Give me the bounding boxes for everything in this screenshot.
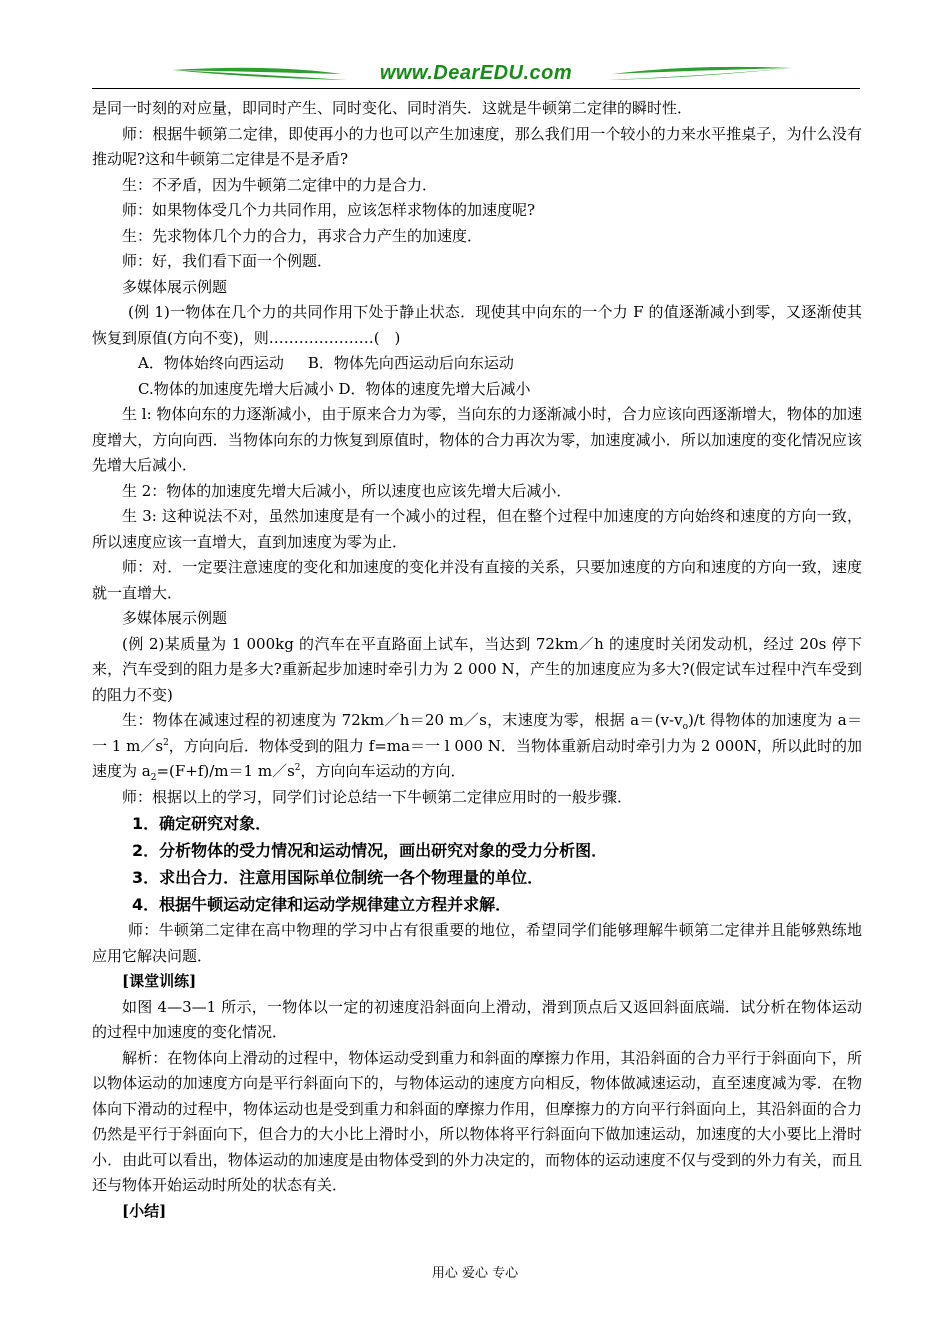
paragraph: 多媒体展示例题 <box>122 609 228 627</box>
option-a: A．物体始终向西运动 <box>138 354 284 372</box>
example-2: (例 2)某质量为 1 000kg 的汽车在平直路面上试车，当达到 72km／h 的速度时关闭发动机，经过 20s 停下来，汽车受到的阻力是多大?重新起步加速时牵引力为 2 000 N，产生的加速度应为多大?(假定试车过程中汽车受到的阻力不变) <box>92 634 862 704</box>
paragraph: 师：好，我们看下面一个例题． <box>122 252 333 270</box>
option-b: B．物体先向西运动后向东运动 <box>307 354 514 372</box>
site-logo[interactable]: www.DearEDU.com <box>379 62 573 84</box>
section-heading-practice: [课堂训练] <box>122 972 197 990</box>
example-1: (例 1)一物体在几个力的共同作用下处于静止状态．现使其中向东的一个力 F 的值逐渐减小到零，又逐渐使其恢复到原值(方向不变)，则…………………( ) <box>92 303 862 347</box>
paragraph: 如图 4—3—1 所示，一物体以一定的初速度沿斜面向上滑动，滑到顶点后又返回斜面底端．试分析在物体运动的过程中加速度的变化情况． <box>92 997 862 1041</box>
paragraph: 师：如果物体受几个力共同作用，应该怎样求物体的加速度呢? <box>122 201 536 219</box>
step-1: 1．确定研究对象． <box>132 814 272 833</box>
header-banner <box>92 58 860 92</box>
paragraph: 生 3: 这种说法不对，虽然加速度是有一个减小的过程，但在整个过程中加速度的方向始终和速度的方向一致，所以速度应该一直增大，直到加速度为零为止． <box>92 507 862 551</box>
option-d: D．物体的速度先增大后减小 <box>338 379 531 398</box>
paragraph: 生 l: 物体向东的力逐渐减小，由于原来合力为零，当向东的力逐渐减小时，合力应该向西逐渐增大，物体的加速度增大，方向向西．当物体向东的力恢复到原值时，物体的合力再次为零，加速度减小．所以加速度的变化情况应该先增大后减小． <box>92 405 862 474</box>
paragraph: 生：先求物体几个力的合力，再求合力产生的加速度． <box>122 226 483 245</box>
options-ab <box>92 351 862 377</box>
paragraph: 生 2：物体的加速度先增大后减小，所以速度也应该先增大后减小． <box>122 481 572 500</box>
paragraph: 解析：在物体向上滑动的过程中，物体运动受到重力和斜面的摩擦力作用，其沿斜面的合力平行于斜面向下，所以物体运动的加速度方向是平行斜面向下的，与物体运动的速度方向相反，物体做减速运动，直至速度减为零．在物体向下滑动的过程中，物体运动也是受到重力和斜面的摩擦力作用，但摩擦力的方向平行斜面向上，其沿斜面的合力仍然是平行于斜面向下，但合力的大小比上滑时小，所以物体将平行斜面向下做加速运动，加速度的大小要比上滑时小．由此可以看出，物体运动的加速度是由物体受到的外力决定的，而物体的运动速度不仅与受到的外力有关，而且还与物体开始运动时所处的状态有关． <box>92 1048 862 1194</box>
document-body <box>92 96 862 1224</box>
section-heading-summary: [小结] <box>122 1201 167 1220</box>
paragraph: 师：对．一定要注意速度的变化和加速度的变化并没有直接的关系，只要加速度的方向和速度的方向一致，速度就一直增大． <box>92 558 862 602</box>
header-divider <box>92 88 860 89</box>
step-4: 4．根据牛顿运动定律和运动学规律建立方程并求解． <box>132 895 512 914</box>
options-cd <box>92 377 862 403</box>
option-c: C.物体的加速度先增大后减小 <box>138 379 334 398</box>
step-3: 3．求出合力．注意用国际单位制统一各个物理量的单位． <box>132 868 544 887</box>
paragraph: 师：根据牛顿第二定律，即使再小的力也可以产生加速度，那么我们用一个较小的力来水平推桌子，为什么没有推动呢?这和牛顿第二定律是不是矛盾? <box>92 124 862 168</box>
solution-paragraph: 生：物体在减速过程的初速度为 72km／h＝20 m／s，末速度为零，根据 $a=(v-v_o)/t$ 得物体的加速度为 a＝一 1 $m/s^2$，方向向后．物体受到的阻力 f=ma＝一 l 000 N．当物体重新启动时牵引力为 2 000N，所以此时的加速度为 $a_2=(F+f)/m=1$ $m/s^2$，方向向车运动的方向． <box>92 711 862 783</box>
page-footer: 用心 爱心 专心 <box>431 1266 519 1281</box>
step-2: 2．分析物体的受力情况和运动情况，画出研究对象的受力分析图． <box>132 841 608 860</box>
paragraph: 多媒体展示例题 <box>122 277 228 296</box>
paragraph: 是同一时刻的对应量，即同时产生、同时变化、同时消失．这就是牛顿第二定律的瞬时性． <box>92 99 693 117</box>
paragraph: 师：根据以上的学习，同学们讨论总结一下牛顿第二定律应用时的一般步骤． <box>122 787 633 806</box>
paragraph: 生：不矛盾，因为牛顿第二定律中的力是合力． <box>122 175 438 194</box>
paragraph: 师：牛顿第二定律在高中物理的学习中占有很重要的地位，希望同学们能够理解牛顿第二定律并且能够熟练地应用它解决问题． <box>92 921 862 965</box>
